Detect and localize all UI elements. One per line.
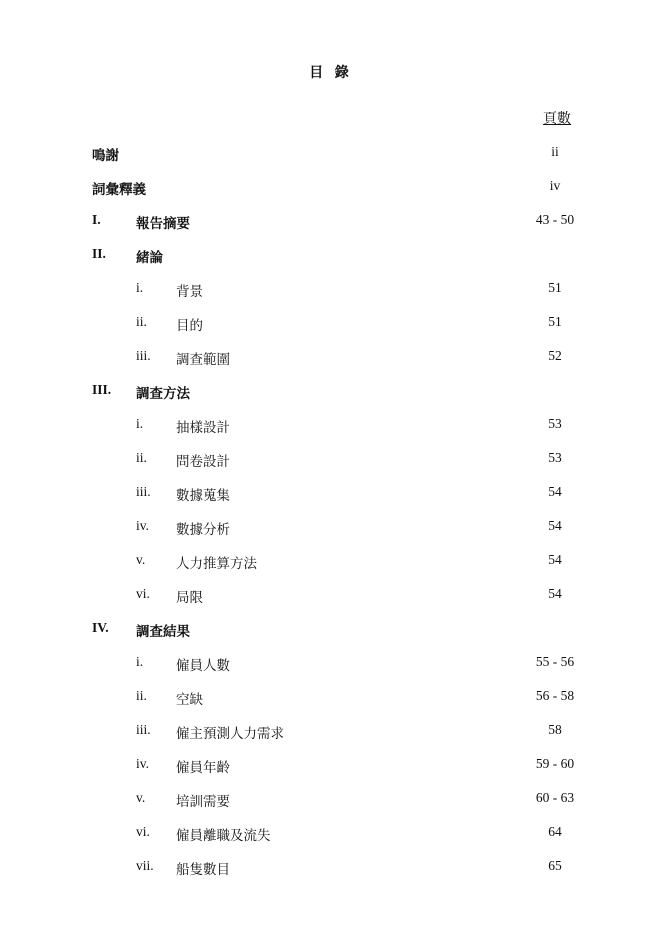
toc-entry-label: 僱員年齡 <box>176 760 230 775</box>
toc-entry-label: 數據分析 <box>176 522 230 537</box>
toc-entry-page: 53 <box>548 416 562 431</box>
toc-entry-page: 52 <box>548 348 562 363</box>
toc-entry-page: 64 <box>548 824 562 839</box>
toc-entry-label: 調查範圍 <box>176 352 230 367</box>
toc-entry-label: 詞彙釋義 <box>92 182 146 197</box>
toc-entry <box>0 476 662 510</box>
toc-entry-page: iv <box>549 178 561 193</box>
toc-entry-label: 培訓需要 <box>176 794 230 809</box>
toc-entry-label: 問卷設計 <box>176 454 230 469</box>
toc-entry-page: 53 <box>548 450 562 465</box>
toc-entry-number: ii. <box>136 314 147 329</box>
toc-entry-page: 59 - 60 <box>535 756 575 771</box>
toc-entry-page: 56 - 58 <box>535 688 575 703</box>
toc-entry-number: II. <box>92 246 106 261</box>
toc-entry-label: 僱員人數 <box>176 658 230 673</box>
toc-entry-number: i. <box>136 654 144 669</box>
toc-entry-label: 報告摘要 <box>136 216 190 231</box>
toc-entry-page: 65 <box>548 858 562 873</box>
toc-entry-number: ii. <box>136 450 147 465</box>
toc-entry-number: vi. <box>136 824 150 839</box>
toc-entry-page: 54 <box>548 586 562 601</box>
toc-entry <box>0 136 662 170</box>
page-title: 目 錄 <box>309 66 353 81</box>
toc-entry-page: 60 - 63 <box>535 790 575 805</box>
toc-entry-number: i. <box>136 416 144 431</box>
toc-entry <box>0 374 662 408</box>
toc-entry-number: I. <box>92 212 101 227</box>
table-of-contents <box>0 136 662 884</box>
toc-entry-number: v. <box>136 552 146 567</box>
toc-entry <box>0 544 662 578</box>
toc-entry-page: 55 - 56 <box>535 654 575 669</box>
toc-entry-number: iv. <box>136 518 149 533</box>
toc-entry <box>0 748 662 782</box>
toc-entry-page: 54 <box>548 484 562 499</box>
toc-entry-number: iii. <box>136 348 151 363</box>
toc-entry-label: 抽樣設計 <box>176 420 230 435</box>
toc-entry <box>0 646 662 680</box>
toc-entry <box>0 170 662 204</box>
toc-entry-page: 51 <box>548 280 562 295</box>
toc-entry-number: iii. <box>136 484 151 499</box>
toc-entry <box>0 578 662 612</box>
toc-entry-label: 僱員離職及流失 <box>176 828 271 843</box>
toc-entry <box>0 340 662 374</box>
toc-entry <box>0 782 662 816</box>
toc-entry <box>0 816 662 850</box>
page-number-column-header: 頁數 <box>543 112 571 127</box>
toc-entry <box>0 510 662 544</box>
toc-entry-label: 空缺 <box>176 692 203 707</box>
toc-entry <box>0 408 662 442</box>
toc-entry-page: ii <box>551 144 559 159</box>
toc-entry-label: 調查結果 <box>136 624 190 639</box>
toc-entry-label: 數據蒐集 <box>176 488 230 503</box>
toc-entry-label: 船隻數目 <box>176 862 230 877</box>
toc-entry <box>0 306 662 340</box>
toc-entry-label: 目的 <box>176 318 203 333</box>
toc-entry-label: 緒論 <box>136 250 163 265</box>
toc-entry-number: III. <box>92 382 112 397</box>
toc-entry <box>0 442 662 476</box>
toc-entry-number: IV. <box>92 620 109 635</box>
toc-entry-label: 僱主預測人力需求 <box>176 726 284 741</box>
toc-entry <box>0 714 662 748</box>
toc-entry <box>0 272 662 306</box>
toc-entry <box>0 238 662 272</box>
toc-entry-number: iv. <box>136 756 149 771</box>
toc-entry-page: 54 <box>548 552 562 567</box>
toc-entry-label: 背景 <box>176 284 203 299</box>
toc-entry-number: vii. <box>136 858 154 873</box>
toc-entry-label: 人力推算方法 <box>176 556 257 571</box>
toc-entry-page: 54 <box>548 518 562 533</box>
toc-entry-number: v. <box>136 790 146 805</box>
toc-entry-page: 51 <box>548 314 562 329</box>
toc-entry <box>0 680 662 714</box>
toc-entry-number: i. <box>136 280 144 295</box>
toc-entry <box>0 204 662 238</box>
toc-entry-number: iii. <box>136 722 151 737</box>
toc-entry <box>0 850 662 884</box>
toc-entry-page: 58 <box>548 722 562 737</box>
toc-entry-number: ii. <box>136 688 147 703</box>
toc-entry-label: 鳴謝 <box>92 148 119 163</box>
toc-entry-page: 43 - 50 <box>535 212 575 227</box>
toc-entry <box>0 612 662 646</box>
toc-entry-label: 局限 <box>176 590 203 605</box>
toc-entry-number: vi. <box>136 586 150 601</box>
toc-entry-label: 調查方法 <box>136 386 190 401</box>
